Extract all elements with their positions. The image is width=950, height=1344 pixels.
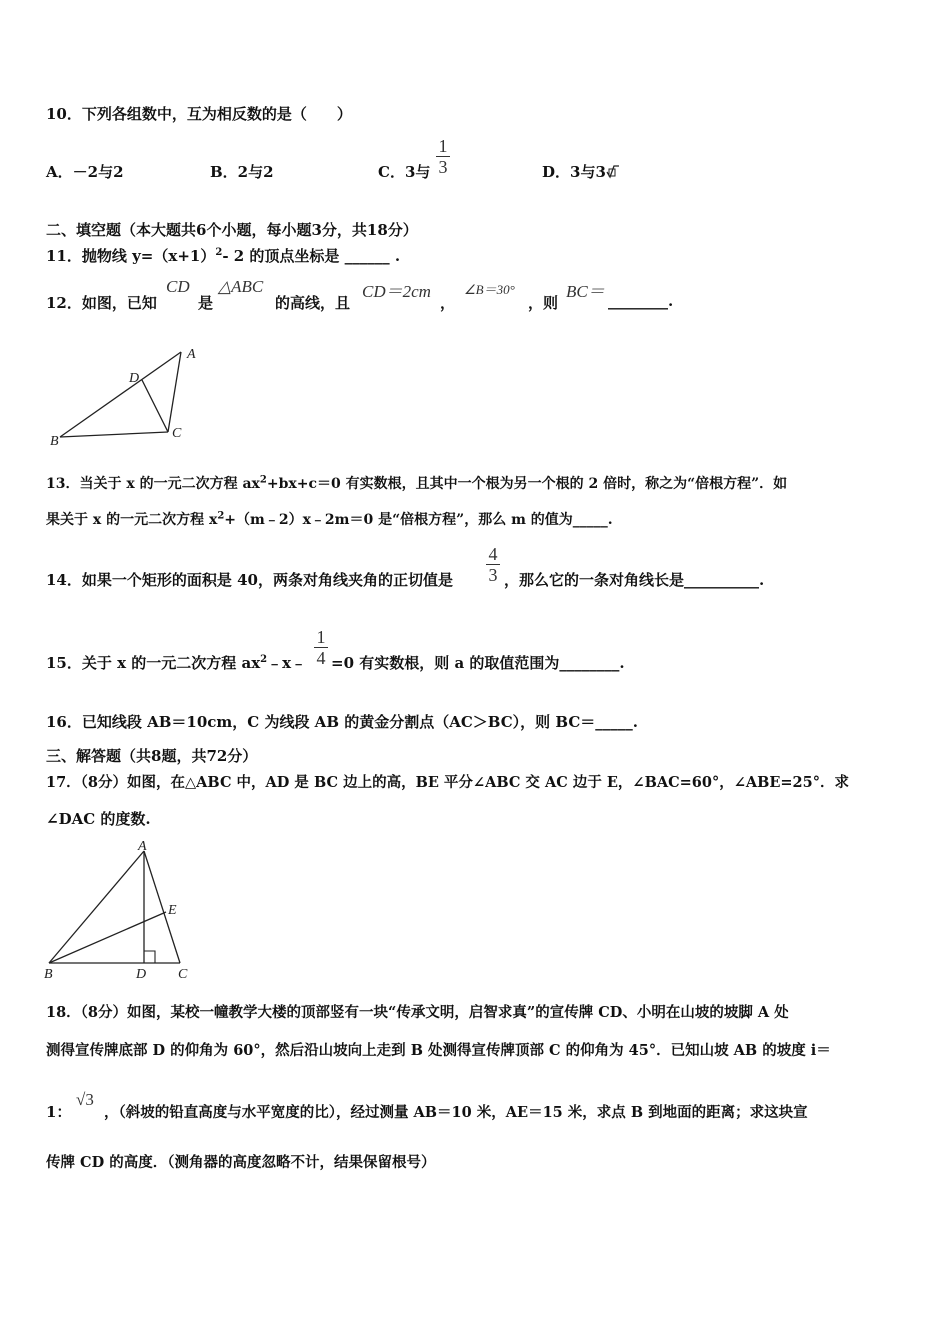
q12-bc: BC＝ <box>566 282 605 301</box>
q11-text-a: 11．抛物线 y=（x+1） <box>46 247 216 265</box>
q10-stem: 10．下列各组数中，互为相反数的是（ ） <box>46 105 352 123</box>
q17-figure <box>40 838 200 986</box>
q11-text-b: - 2 的顶点坐标是 ______ . <box>222 247 401 265</box>
q12-then: ，则 <box>528 294 559 312</box>
right-angle-mark <box>144 951 155 963</box>
q12-prefix: 12．如图，已知 <box>46 294 157 312</box>
fraction-numerator: 1 <box>316 627 326 647</box>
q18-line1: 18．（8分）如图，某校一幢教学大楼的顶部竖有一块“传承文明，启智求真”的宣传牌 CD、小明在山坡的坡脚 A 处 <box>46 1004 789 1021</box>
q18-sqrt3: √3 <box>76 1090 94 1109</box>
fig12-label-b: B <box>50 434 59 449</box>
fig12-segment-ab <box>60 352 181 437</box>
fig17-label-c: C <box>178 967 188 982</box>
q12-height-text: 的高线，且 <box>275 294 351 312</box>
q11-sup: 2 <box>215 247 223 258</box>
fig12-segment-ac <box>168 352 181 432</box>
q16-text: 16．已知线段 AB＝10cm，C 为线段 AB 的黄金分割点（AC＞BC），则 BC＝_____. <box>46 713 639 731</box>
q12-triangle: △ABC <box>218 277 264 296</box>
q10-option-d <box>542 161 620 182</box>
q14-text-b: ，那么它的一条对角线长是__________. <box>504 571 765 589</box>
fig17-label-d: D <box>136 967 147 982</box>
q13-line2-sup: 2 <box>217 510 225 522</box>
q17-line2: ∠DAC 的度数. <box>46 810 151 828</box>
fig12-label-d: D <box>129 371 140 386</box>
q12-comma: ， <box>440 294 456 312</box>
q12-cd: CD <box>166 277 190 296</box>
q18-line3-b: ，（斜坡的铅直高度与水平宽度的比），经过测量 AB＝10 米，AE＝15 米，求点 B 到地面的距离；求这块宣 <box>104 1104 808 1121</box>
q13-line2 <box>46 509 613 529</box>
fig17-segment-be <box>49 912 166 963</box>
fraction-numerator: 4 <box>488 544 498 564</box>
q15-fraction <box>314 627 328 668</box>
q10-option-b: B．2与2 <box>210 163 274 181</box>
q12-is: 是 <box>198 294 214 312</box>
fraction-denominator: 3 <box>488 565 498 585</box>
q14-text-a: 14．如果一个矩形的面积是 40，两条对角线夹角的正切值是 <box>46 571 453 589</box>
fig12-segment-cd <box>142 380 168 432</box>
q18-line2: 测得宣传牌底部 D 的仰角为 60°，然后沿山坡向上走到 B 处测得宣传牌顶部 C 的仰角为 45°．已知山坡 AB 的坡度 i＝ <box>46 1042 831 1059</box>
q15-text-a-main: 15．关于 x 的一元二次方程 ax <box>46 654 261 672</box>
fig12-label-a: A <box>187 347 196 362</box>
q12-angle: ∠B＝30° <box>464 282 515 297</box>
q12-blank: ________. <box>608 292 674 310</box>
q12-cd-length: CD＝2cm <box>362 282 431 301</box>
q15-text-a <box>46 652 306 673</box>
q13-line1 <box>46 473 787 493</box>
q15-sup: 2 <box>260 654 268 665</box>
fig17-label-e: E <box>168 903 177 918</box>
fraction-denominator: 3 <box>438 157 448 177</box>
fig17-label-b: B <box>44 967 53 982</box>
section2-title: 二、填空题（本大题共6个小题，每小题3分，共18分） <box>46 221 418 239</box>
fraction-denominator: 4 <box>316 648 326 668</box>
fig12-segment-bc <box>60 432 168 437</box>
q13-line1-b: +bx+c＝0 有实数根，且其中一个根为另一个根的 2 倍时，称之为“倍根方程”．如 <box>266 476 788 492</box>
q10-option-a: A．－2与2 <box>46 163 124 181</box>
q10-c-fraction <box>436 136 450 177</box>
q18-line4: 传牌 CD 的高度．（测角器的高度忽略不计，结果保留根号） <box>46 1154 436 1171</box>
fraction-numerator: 1 <box>438 136 448 156</box>
q10-option-c: C．3与 <box>378 163 431 181</box>
q13-line2-b: +（m﹣2）x﹣2m＝0 是“倍根方程”，那么 m 的值为_____. <box>224 512 613 528</box>
q13-line1-sup: 2 <box>259 474 267 486</box>
fig12-label-c: C <box>172 426 182 441</box>
q12-figure <box>46 340 206 450</box>
q13-line2-a: 果关于 x 的一元二次方程 x <box>46 512 218 528</box>
q15-text-b: ﹣x﹣ <box>267 654 307 672</box>
q14-fraction <box>486 544 500 585</box>
q18-line3-a: 1： <box>46 1103 72 1121</box>
q17-line1: 17．（8分）如图，在△ABC 中，AD 是 BC 边上的高，BE 平分∠ABC 交 AC 边于 E，∠BAC=60°，∠ABE=25°．求 <box>46 774 849 791</box>
q13-line1-a: 13．当关于 x 的一元二次方程 ax <box>46 476 260 492</box>
fig17-label-a: A <box>138 839 147 854</box>
q10-option-d-label: D．3与3 <box>542 163 606 181</box>
cube-root-icon <box>606 165 620 179</box>
q15-text-c: =0 有实数根，则 a 的取值范围为________. <box>331 654 625 672</box>
q11-text <box>46 245 400 266</box>
section3-title: 三、解答题（共8题，共72分） <box>46 747 258 765</box>
fig17-segment-ab <box>49 851 144 963</box>
